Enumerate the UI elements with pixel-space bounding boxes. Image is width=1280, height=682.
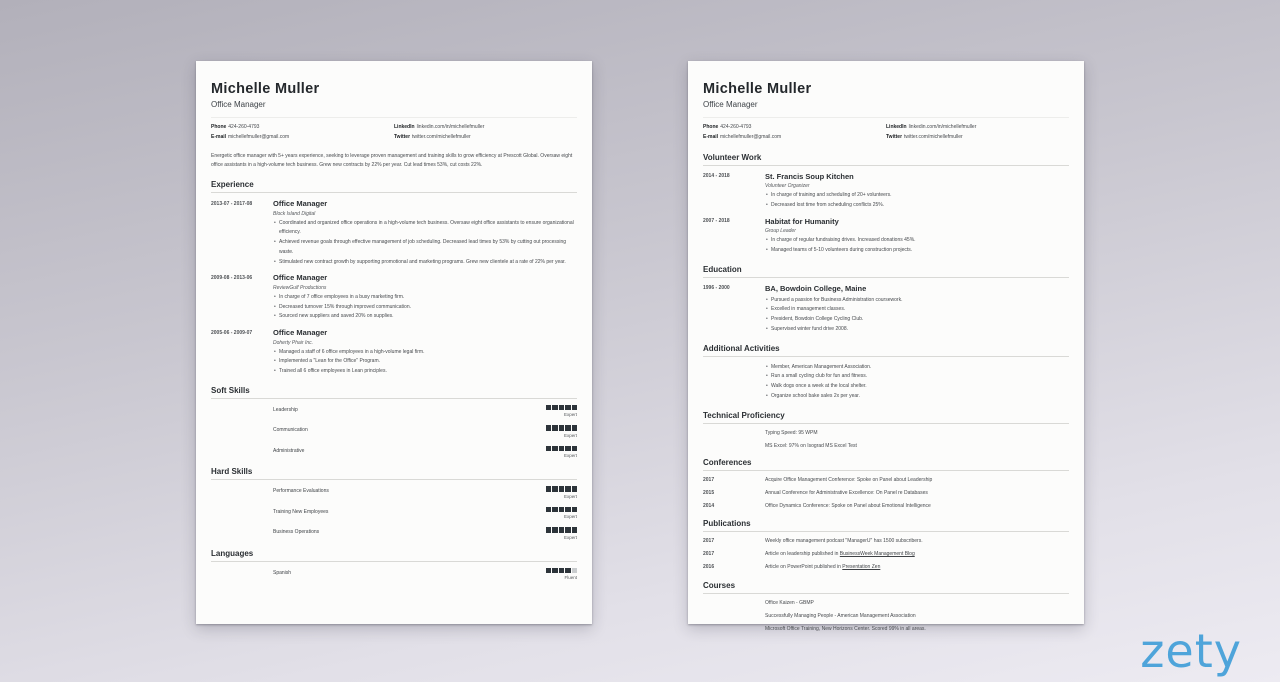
zety-logo: zety	[1140, 624, 1242, 678]
section-experience	[211, 180, 577, 377]
publication-row	[703, 551, 1069, 559]
level-square-filled	[565, 425, 571, 431]
bullet-item: • Excelled in management classes.	[765, 305, 1069, 315]
level-square-filled	[552, 527, 558, 533]
level-square-filled	[572, 507, 578, 513]
language-row	[273, 568, 577, 581]
conference-year: 2017	[703, 476, 715, 483]
section-title: Courses	[703, 581, 1069, 594]
conference-row	[703, 477, 1069, 485]
experience-entry	[211, 199, 577, 267]
technical-line: Typing Speed: 95 WPM	[765, 429, 818, 436]
entry-organization: Habitat for Humanity	[765, 216, 839, 226]
skill-row	[273, 405, 577, 418]
bullet-item: • Walk dogs once a week at the local shelter.	[765, 382, 1069, 392]
skill-level-squares	[546, 507, 578, 513]
language-level-squares	[546, 568, 578, 574]
bullet-item: • Member, American Management Association.	[765, 363, 1069, 373]
entry-degree: BA, Bowdoin College, Maine	[765, 283, 867, 293]
publication-text: Article on leadership published in	[765, 551, 840, 557]
entry-company: Block Island Digital	[273, 210, 316, 217]
bullet-item: • President, Bowdoin College Cycling Club.	[765, 315, 1069, 325]
skill-rating-label: Expert	[563, 493, 577, 499]
section-title: Volunteer Work	[703, 153, 1069, 166]
level-square-filled	[572, 425, 578, 431]
level-square-filled	[552, 568, 558, 574]
contact-linkedin-label: LinkedIn	[394, 124, 415, 130]
level-square-filled	[572, 405, 578, 411]
bullet-item: • Decreased turnover 15% through improved communication.	[273, 303, 577, 313]
entry-role: Volunteer Organizer	[765, 183, 810, 189]
level-square-filled	[572, 527, 578, 533]
entry-bullets	[765, 191, 1069, 211]
contact-phone	[703, 123, 886, 131]
publication-year: 2017	[703, 551, 715, 557]
entry-dates-empty	[703, 363, 765, 402]
bullet-item: • Coordinated and organized office operations in a high-volume tech business. Oversaw eight office assistants to ensure organizational efficiency.	[273, 219, 577, 239]
bullet-item: • Sourced new suppliers and saved 20% on supplies.	[273, 312, 577, 322]
level-square-filled	[572, 446, 578, 452]
language-label: Spanish	[273, 569, 292, 576]
contact-email-value: michellefmuller@gmail.com	[720, 134, 782, 141]
section-publications	[703, 519, 1069, 572]
level-square-filled	[552, 446, 558, 452]
level-square-filled	[565, 568, 571, 574]
level-square-filled	[559, 507, 565, 513]
contact-twitter-value: twitter.com/michellefmuller	[412, 134, 471, 141]
level-square-filled	[552, 507, 558, 513]
contact-linkedin-label: LinkedIn	[886, 124, 907, 130]
contact-phone-label: Phone	[703, 124, 719, 130]
section-title: Technical Proficiency	[703, 411, 1069, 424]
bullet-item: • Implemented a "Lean for the Office" Program.	[273, 357, 577, 367]
bullet-item: • Organize school bake sales 2x per year.	[765, 392, 1069, 402]
section-soft-skills	[211, 386, 577, 459]
section-hard-skills	[211, 467, 577, 540]
level-square-filled	[559, 527, 565, 533]
contact-twitter	[886, 133, 1069, 141]
skill-rating-label: Expert	[563, 432, 577, 438]
section-conferences	[703, 458, 1069, 511]
level-square-filled	[552, 405, 558, 411]
bullet-item: • Achieved revenue goals through effective management of job scheduling. Decreased lead times by 53% by cutting out processing waste.	[273, 238, 577, 258]
conference-text: Acquire Office Management Conference: Spoke on Panel about Leadership	[765, 476, 933, 483]
section-title: Education	[703, 265, 1069, 278]
contact-email	[211, 133, 394, 141]
contact-linkedin	[886, 123, 1069, 131]
candidate-name: Michelle Muller	[211, 81, 320, 97]
experience-entry	[211, 328, 577, 377]
level-square-filled	[559, 405, 565, 411]
entry-role: Group Leader	[765, 228, 796, 234]
entry-organization: St. Francis Soup Kitchen	[765, 171, 854, 181]
entry-bullets	[273, 219, 577, 268]
contact-column-left	[211, 123, 394, 144]
skill-row	[273, 486, 577, 499]
skill-rating-label: Expert	[563, 412, 577, 418]
bullet-item: • Managed a staff of 6 office employees in a high-volume legal firm.	[273, 348, 577, 358]
section-title: Additional Activities	[703, 344, 1069, 357]
skill-level-squares	[546, 425, 578, 431]
contact-block	[703, 117, 1069, 144]
entry-dates: 2009-08 - 2013-06	[211, 274, 253, 281]
skill-rating-label: Expert	[563, 534, 577, 540]
level-square-filled	[546, 405, 552, 411]
skill-row	[273, 425, 577, 438]
conference-row	[703, 503, 1069, 511]
contact-linkedin	[394, 123, 577, 131]
skill-label: Leadership	[273, 406, 298, 413]
section-education	[703, 265, 1069, 335]
publication-link[interactable]: BusinessWeek Management Blog	[839, 551, 915, 557]
entry-bullets	[273, 348, 577, 377]
section-title: Hard Skills	[211, 467, 577, 480]
level-square-filled	[546, 507, 552, 513]
contact-email-value: michellefmuller@gmail.com	[228, 134, 290, 141]
candidate-job-title: Office Manager	[703, 100, 758, 109]
section-volunteer-work	[703, 153, 1069, 256]
bullet-item: • Supervised winter fund drive 2008.	[765, 325, 1069, 335]
publication-row	[703, 564, 1069, 572]
section-additional-activities	[703, 344, 1069, 402]
conference-year: 2014	[703, 502, 715, 509]
conference-row	[703, 490, 1069, 498]
level-square-filled	[559, 568, 565, 574]
contact-twitter-label: Twitter	[394, 134, 411, 141]
entry-role: Office Manager	[273, 328, 328, 337]
contact-email	[703, 133, 886, 141]
level-square-filled	[546, 527, 552, 533]
contact-phone-label: Phone	[211, 124, 227, 130]
level-square-filled	[546, 568, 552, 574]
skill-level-squares	[546, 486, 578, 492]
skill-level-squares	[546, 405, 578, 411]
bullet-item: • Managed teams of 5-10 volunteers during construction projects.	[765, 246, 1069, 256]
resume-page-1	[196, 61, 592, 624]
contact-column-right	[886, 123, 1069, 144]
contact-twitter-value: twitter.com/michellefmuller	[904, 134, 963, 141]
publication-text: Weekly office management podcast "ManagerU" has 1500 subscribers.	[765, 538, 923, 544]
conference-year: 2015	[703, 489, 715, 496]
skill-row	[273, 446, 577, 459]
section-title: Languages	[211, 549, 577, 562]
course-line: Office Kaizen - GBMP	[765, 599, 814, 606]
level-square-filled	[559, 446, 565, 452]
skill-level-squares	[546, 527, 578, 533]
level-square-filled	[565, 486, 571, 492]
level-square-filled	[572, 486, 578, 492]
conference-text: Office Dynamics Conference: Spoke on Panel about Emotional Intelligence	[765, 502, 931, 509]
contact-twitter-label: Twitter	[886, 134, 903, 141]
section-languages	[211, 549, 577, 581]
entry-dates: 2014 - 2018	[703, 173, 730, 179]
entry-dates: 1996 - 2000	[703, 285, 730, 291]
contact-linkedin-value: linkedin.com/in/michellefmuller	[908, 124, 977, 130]
entry-company: Doherty Phair Inc.	[273, 339, 314, 346]
skill-label: Business Operations	[273, 529, 320, 536]
contact-email-label: E-mail	[703, 134, 719, 141]
section-title: Conferences	[703, 458, 1069, 471]
course-line: Successfully Managing People - American Management Association	[765, 612, 916, 619]
level-square-filled	[565, 405, 571, 411]
candidate-name: Michelle Muller	[703, 81, 812, 97]
skill-label: Administrative	[273, 447, 305, 454]
professional-summary: Energetic office manager with 5+ years experience, seeking to leverage proven management and training skills to grow efficiency at Prescott Global. Oversaw eight office assistants in a high-volume tech business. Grew new contracts by 22% per year. Cut lead times 53%, cut costs 22%.	[211, 152, 573, 169]
entry-bullets	[765, 363, 1069, 402]
skill-label: Performance Evaluations	[273, 488, 329, 495]
conference-text: Annual Conference for Administrative Excellence: On Panel re Databases	[765, 489, 928, 496]
contact-linkedin-value: linkedin.com/in/michellefmuller	[416, 124, 485, 130]
level-square-filled	[565, 527, 571, 533]
education-entry	[703, 284, 1069, 335]
section-technical-proficiency	[703, 411, 1069, 449]
level-square-filled	[546, 446, 552, 452]
language-rating-label: Fluent	[564, 575, 577, 581]
contact-email-label: E-mail	[211, 134, 227, 141]
publication-link[interactable]: Presentation Zen	[842, 564, 881, 570]
experience-entry	[211, 273, 577, 322]
level-square-filled	[559, 486, 565, 492]
publication-year: 2017	[703, 538, 715, 544]
skill-label: Training New Employees	[273, 508, 329, 515]
bullet-item: • Decreased lost time from scheduling conflicts 25%.	[765, 201, 1069, 211]
technical-line: MS Excel: 97% on Isograd MS Excel Test	[765, 442, 857, 449]
level-square-filled	[559, 425, 565, 431]
entry-role: Office Manager	[273, 273, 328, 283]
skill-row	[273, 507, 577, 520]
section-title: Experience	[211, 180, 577, 193]
skill-label: Communication	[273, 427, 308, 434]
publication-text: Article on PowerPoint published in	[765, 564, 843, 570]
contact-phone-value: 424-260-4793	[228, 124, 260, 130]
entry-role: Office Manager	[273, 199, 328, 208]
bullet-item: • In charge of training and scheduling of 20+ volunteers.	[765, 191, 1069, 201]
publication-row	[703, 538, 1069, 546]
entry-dates: 2013-07 - 2017-08	[211, 200, 253, 207]
skill-rating-label: Expert	[563, 453, 577, 459]
bullet-item: • Run a small cycling club for fun and fitness.	[765, 372, 1069, 382]
contact-block	[211, 117, 577, 144]
entry-company: ReviewGulf Productions	[273, 284, 327, 291]
entry-bullets	[273, 293, 577, 322]
contact-twitter	[394, 133, 577, 141]
level-square-filled	[546, 425, 552, 431]
level-square-filled	[552, 425, 558, 431]
entry-dates: 2007 - 2018	[703, 218, 730, 224]
publication-year: 2016	[703, 564, 715, 570]
skill-row	[273, 527, 577, 540]
entry-dates: 2005-06 - 2009-07	[211, 329, 253, 336]
level-square-empty	[572, 568, 578, 574]
contact-column-right	[394, 123, 577, 144]
volunteer-entry	[703, 172, 1069, 211]
volunteer-entry	[703, 217, 1069, 256]
section-courses	[703, 581, 1069, 632]
skill-rating-label: Expert	[563, 514, 577, 520]
bullet-item: • Trained all 6 office employees in Lean principles.	[273, 367, 577, 377]
contact-phone-value: 424-260-4793	[720, 124, 752, 130]
level-square-filled	[565, 507, 571, 513]
bullet-item: • Pursued a passion for Business Administration coursework.	[765, 296, 1069, 306]
contact-column-left	[703, 123, 886, 144]
entry-bullets	[765, 296, 1069, 335]
contact-phone	[211, 123, 394, 131]
level-square-filled	[552, 486, 558, 492]
level-square-filled	[565, 446, 571, 452]
section-title: Soft Skills	[211, 386, 577, 399]
entry-bullets	[765, 236, 1069, 256]
level-square-filled	[546, 486, 552, 492]
section-title: Publications	[703, 519, 1069, 532]
bullet-item: • In charge of 7 office employees in a busy marketing firm.	[273, 293, 577, 303]
bullet-item: • In charge of regular fundraising drives. Increased donations 45%.	[765, 236, 1069, 246]
candidate-job-title: Office Manager	[211, 100, 266, 109]
skill-level-squares	[546, 446, 578, 452]
course-line: Microsoft Office Training, New Horizons Center. Scored 99% in all areas.	[765, 625, 926, 632]
bullet-item: • Stimulated new contract growth by supporting promotional and marketing programs. Grew new clientele at a rate of 22% per year.	[273, 258, 577, 268]
resume-page-2	[688, 61, 1084, 632]
